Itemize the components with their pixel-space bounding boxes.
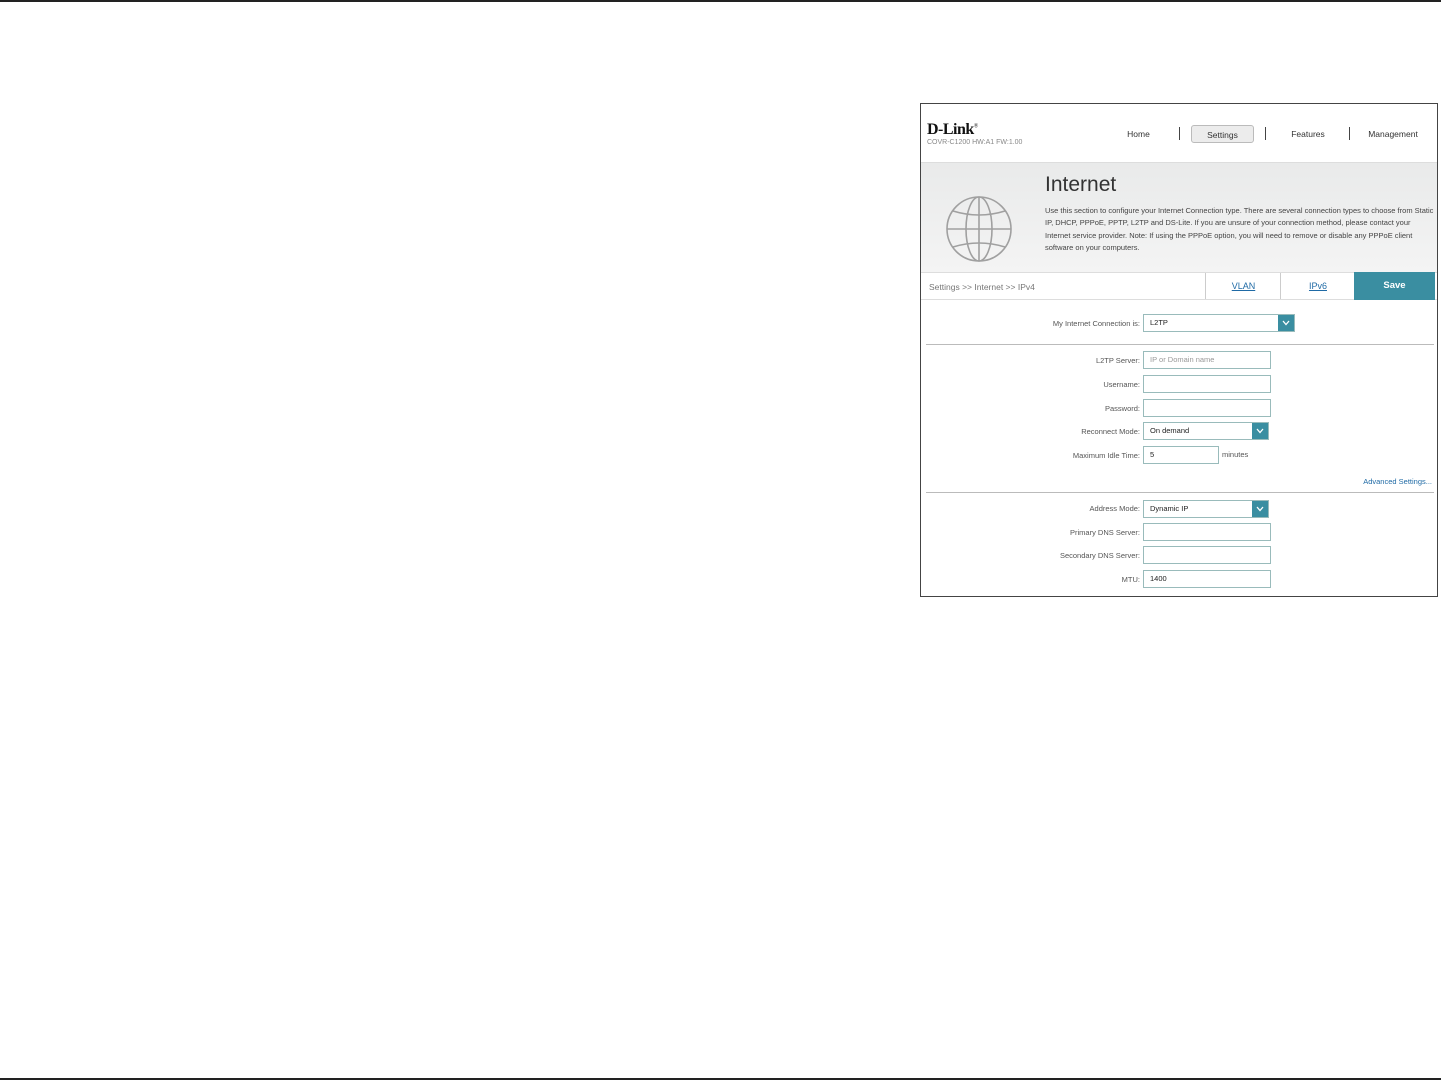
globe-icon [945,195,1013,263]
idle-time-unit: minutes [1222,450,1249,459]
primary-dns-input[interactable] [1143,523,1271,541]
dlink-logo: D-Link® [927,121,978,138]
router-ui-screenshot [920,103,1438,597]
chevron-down-icon [1252,501,1268,517]
ipv6-link[interactable]: IPv6 [1280,273,1355,299]
secondary-dns-input[interactable] [1143,546,1271,564]
idle-time-input[interactable]: 5 [1143,446,1219,464]
address-mode-label: Address Mode: [1089,504,1140,513]
page-banner [921,162,1437,273]
chevron-down-icon [1252,423,1268,439]
idle-time-label: Maximum Idle Time: [1072,451,1140,460]
nav-settings[interactable]: Settings [1191,125,1254,143]
nav-features[interactable]: Features [1291,129,1325,139]
bottom-rule [0,1078,1441,1080]
secondary-dns-label: Secondary DNS Server: [1059,551,1140,560]
section-divider [926,344,1434,345]
nav-management[interactable]: Management [1368,129,1418,139]
password-label: Password: [1104,404,1140,413]
vlan-link[interactable]: VLAN [1205,273,1281,299]
reconnect-mode-label: Reconnect Mode: [1081,427,1140,436]
l2tp-server-label: L2TP Server: [1095,356,1140,365]
breadcrumb: Settings >> Internet >> IPv4 [929,282,1035,292]
reconnect-mode-select[interactable]: On demand [1143,422,1269,440]
header [921,104,1437,162]
top-rule [0,0,1441,2]
address-mode-select[interactable]: Dynamic IP [1143,500,1269,518]
mtu-label: MTU: [1121,575,1140,584]
page-title: Internet [1045,173,1117,196]
primary-dns-label: Primary DNS Server: [1069,528,1140,537]
username-input[interactable] [1143,375,1271,393]
nav-separator [1179,127,1180,140]
nav-separator [1349,127,1350,140]
model-info: COVR-C1200 HW:A1 FW:1.00 [927,139,1023,146]
chevron-down-icon [1278,315,1294,331]
nav-home[interactable]: Home [1127,129,1150,139]
l2tp-server-input[interactable]: IP or Domain name [1143,351,1271,369]
username-label: Username: [1103,380,1140,389]
breadcrumb-bar [921,272,1437,300]
nav-separator [1265,127,1266,140]
advanced-settings-link[interactable]: Advanced Settings... [1363,477,1432,486]
mtu-input[interactable]: 1400 [1143,570,1271,588]
page-description: Use this section to configure your Internet Connection type. There are several connection types to choose from Static IP, DHCP, PPPoE, PPTP, L2TP and DS-Lite. If you are unsure of your connection method, please contact your Internet service provider. Note: If using the PPPoE option, you will need to remove or disable any PPPoE client software on your computers. [1045,206,1434,252]
connection-type-label: My Internet Connection is: [1052,319,1140,328]
section-divider [926,492,1434,493]
connection-type-select[interactable]: L2TP [1143,314,1295,332]
save-button[interactable]: Save [1354,272,1435,300]
password-input[interactable] [1143,399,1271,417]
